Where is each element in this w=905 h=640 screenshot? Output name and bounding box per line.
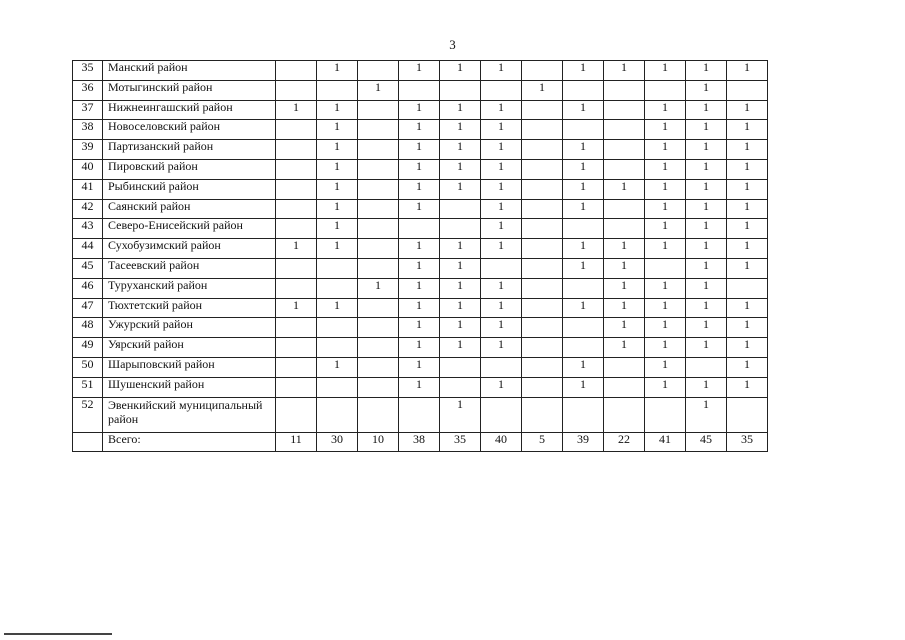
- value-cell: 1: [686, 80, 727, 100]
- total-value: 30: [317, 432, 358, 452]
- district-name: Мотыгинский район: [103, 80, 276, 100]
- value-cell: [563, 278, 604, 298]
- value-cell: [276, 120, 317, 140]
- value-cell: 1: [645, 239, 686, 259]
- total-value: 38: [399, 432, 440, 452]
- value-cell: [563, 397, 604, 432]
- value-cell: 1: [727, 219, 768, 239]
- table-row: [73, 219, 768, 239]
- row-number: 48: [73, 318, 103, 338]
- value-cell: 1: [686, 338, 727, 358]
- value-cell: 1: [727, 377, 768, 397]
- value-cell: 1: [727, 179, 768, 199]
- value-cell: 1: [440, 239, 481, 259]
- value-cell: 1: [563, 61, 604, 81]
- total-value: 35: [440, 432, 481, 452]
- value-cell: 1: [440, 258, 481, 278]
- district-name: Шушенский район: [103, 377, 276, 397]
- value-cell: 1: [563, 298, 604, 318]
- table-row: [73, 338, 768, 358]
- value-cell: [522, 338, 563, 358]
- value-cell: [604, 377, 645, 397]
- value-cell: 1: [604, 278, 645, 298]
- value-cell: [317, 318, 358, 338]
- value-cell: [358, 239, 399, 259]
- table-row: [73, 199, 768, 219]
- value-cell: [522, 318, 563, 338]
- table-row: [73, 140, 768, 160]
- district-name: Пировский район: [103, 159, 276, 179]
- total-value: 10: [358, 432, 399, 452]
- table-row: [73, 179, 768, 199]
- value-cell: 1: [604, 298, 645, 318]
- value-cell: 1: [317, 120, 358, 140]
- value-cell: 1: [686, 298, 727, 318]
- value-cell: [481, 258, 522, 278]
- value-cell: 1: [276, 100, 317, 120]
- row-number: 39: [73, 140, 103, 160]
- value-cell: 1: [440, 100, 481, 120]
- value-cell: [276, 199, 317, 219]
- value-cell: 1: [399, 338, 440, 358]
- value-cell: [604, 219, 645, 239]
- value-cell: 1: [440, 61, 481, 81]
- value-cell: 1: [645, 140, 686, 160]
- district-name: Эвенкийский муниципальный район: [103, 397, 276, 432]
- row-number: 52: [73, 397, 103, 432]
- value-cell: 1: [563, 258, 604, 278]
- value-cell: 1: [317, 298, 358, 318]
- value-cell: [276, 159, 317, 179]
- value-cell: [563, 338, 604, 358]
- value-cell: 1: [440, 179, 481, 199]
- value-cell: 1: [317, 199, 358, 219]
- value-cell: 1: [686, 258, 727, 278]
- value-cell: 1: [440, 338, 481, 358]
- district-name: Северо-Енисейский район: [103, 219, 276, 239]
- value-cell: [276, 357, 317, 377]
- district-name: Шарыповский район: [103, 357, 276, 377]
- value-cell: [604, 100, 645, 120]
- value-cell: 1: [481, 179, 522, 199]
- value-cell: [563, 120, 604, 140]
- value-cell: [522, 159, 563, 179]
- total-value: 40: [481, 432, 522, 452]
- value-cell: [604, 120, 645, 140]
- value-cell: 1: [563, 100, 604, 120]
- value-cell: 1: [686, 120, 727, 140]
- value-cell: 1: [317, 61, 358, 81]
- value-cell: 1: [399, 140, 440, 160]
- value-cell: 1: [645, 159, 686, 179]
- value-cell: 1: [399, 159, 440, 179]
- value-cell: [358, 219, 399, 239]
- district-name: Партизанский район: [103, 140, 276, 160]
- scan-edge-mark: [4, 633, 112, 635]
- value-cell: [358, 179, 399, 199]
- value-cell: [358, 159, 399, 179]
- value-cell: [522, 219, 563, 239]
- value-cell: [276, 140, 317, 160]
- value-cell: 1: [481, 199, 522, 219]
- value-cell: [358, 298, 399, 318]
- value-cell: 1: [645, 61, 686, 81]
- total-value: 22: [604, 432, 645, 452]
- table-row: [73, 61, 768, 81]
- districts-table: [72, 60, 768, 452]
- value-cell: 1: [727, 338, 768, 358]
- value-cell: 1: [645, 100, 686, 120]
- value-cell: [522, 199, 563, 219]
- value-cell: [522, 397, 563, 432]
- value-cell: [522, 140, 563, 160]
- row-number: 38: [73, 120, 103, 140]
- value-cell: 1: [727, 140, 768, 160]
- value-cell: 1: [399, 199, 440, 219]
- value-cell: [727, 397, 768, 432]
- total-value: 45: [686, 432, 727, 452]
- value-cell: 1: [686, 219, 727, 239]
- value-cell: 1: [686, 100, 727, 120]
- row-number: 46: [73, 278, 103, 298]
- value-cell: [399, 397, 440, 432]
- total-value: 11: [276, 432, 317, 452]
- value-cell: 1: [317, 140, 358, 160]
- value-cell: 1: [645, 377, 686, 397]
- value-cell: 1: [399, 258, 440, 278]
- value-cell: [440, 219, 481, 239]
- value-cell: [522, 258, 563, 278]
- total-value: 35: [727, 432, 768, 452]
- value-cell: 1: [399, 239, 440, 259]
- table-row: [73, 159, 768, 179]
- value-cell: 1: [727, 159, 768, 179]
- value-cell: [563, 318, 604, 338]
- table-row: [73, 120, 768, 140]
- value-cell: [563, 80, 604, 100]
- value-cell: [645, 80, 686, 100]
- page-number: 3: [449, 37, 456, 52]
- row-number: 36: [73, 80, 103, 100]
- value-cell: [276, 219, 317, 239]
- value-cell: [563, 219, 604, 239]
- value-cell: 1: [276, 298, 317, 318]
- value-cell: [440, 377, 481, 397]
- value-cell: [358, 100, 399, 120]
- value-cell: [440, 199, 481, 219]
- table-row: [73, 377, 768, 397]
- value-cell: [522, 100, 563, 120]
- value-cell: 1: [686, 397, 727, 432]
- value-cell: 1: [440, 278, 481, 298]
- table-row: [73, 278, 768, 298]
- total-number-cell: [73, 432, 103, 452]
- value-cell: [727, 80, 768, 100]
- value-cell: [276, 338, 317, 358]
- value-cell: 1: [481, 239, 522, 259]
- value-cell: [276, 80, 317, 100]
- value-cell: 1: [481, 298, 522, 318]
- value-cell: 1: [727, 120, 768, 140]
- value-cell: 1: [481, 377, 522, 397]
- value-cell: 1: [440, 159, 481, 179]
- value-cell: [358, 357, 399, 377]
- row-number: 44: [73, 239, 103, 259]
- value-cell: [604, 199, 645, 219]
- value-cell: 1: [563, 159, 604, 179]
- value-cell: [317, 278, 358, 298]
- value-cell: [358, 338, 399, 358]
- value-cell: 1: [440, 140, 481, 160]
- value-cell: [399, 80, 440, 100]
- value-cell: [604, 80, 645, 100]
- row-number: 49: [73, 338, 103, 358]
- total-value: 5: [522, 432, 563, 452]
- district-name: Ужурский район: [103, 318, 276, 338]
- value-cell: 1: [686, 318, 727, 338]
- value-cell: [604, 159, 645, 179]
- value-cell: 1: [727, 318, 768, 338]
- total-label: Всего:: [103, 432, 276, 452]
- value-cell: [276, 278, 317, 298]
- value-cell: 1: [317, 179, 358, 199]
- table-row: [73, 397, 768, 432]
- value-cell: 1: [317, 239, 358, 259]
- value-cell: 1: [563, 239, 604, 259]
- value-cell: [522, 298, 563, 318]
- value-cell: [317, 80, 358, 100]
- value-cell: 1: [563, 377, 604, 397]
- value-cell: 1: [399, 100, 440, 120]
- value-cell: [317, 377, 358, 397]
- value-cell: 1: [399, 377, 440, 397]
- table-row: [73, 318, 768, 338]
- value-cell: 1: [645, 219, 686, 239]
- value-cell: [522, 61, 563, 81]
- value-cell: [522, 278, 563, 298]
- value-cell: [358, 61, 399, 81]
- table-row: [73, 239, 768, 259]
- value-cell: [276, 61, 317, 81]
- value-cell: 1: [645, 278, 686, 298]
- value-cell: [481, 80, 522, 100]
- value-cell: [645, 258, 686, 278]
- value-cell: [645, 397, 686, 432]
- value-cell: 1: [399, 179, 440, 199]
- value-cell: [358, 140, 399, 160]
- value-cell: [522, 239, 563, 259]
- value-cell: 1: [563, 140, 604, 160]
- value-cell: 1: [727, 298, 768, 318]
- value-cell: [276, 318, 317, 338]
- value-cell: 1: [604, 61, 645, 81]
- value-cell: 1: [399, 61, 440, 81]
- value-cell: 1: [358, 80, 399, 100]
- value-cell: 1: [727, 357, 768, 377]
- value-cell: [358, 120, 399, 140]
- value-cell: 1: [317, 100, 358, 120]
- value-cell: [440, 357, 481, 377]
- value-cell: [358, 397, 399, 432]
- value-cell: 1: [604, 338, 645, 358]
- value-cell: [276, 397, 317, 432]
- value-cell: [317, 397, 358, 432]
- district-name: Новоселовский район: [103, 120, 276, 140]
- row-number: 40: [73, 159, 103, 179]
- row-number: 35: [73, 61, 103, 81]
- district-name: Сухобузимский район: [103, 239, 276, 259]
- row-number: 37: [73, 100, 103, 120]
- row-number: 43: [73, 219, 103, 239]
- value-cell: [399, 219, 440, 239]
- value-cell: [276, 377, 317, 397]
- value-cell: 1: [604, 318, 645, 338]
- value-cell: 1: [440, 120, 481, 140]
- value-cell: 1: [727, 61, 768, 81]
- value-cell: 1: [727, 100, 768, 120]
- row-number: 50: [73, 357, 103, 377]
- value-cell: [317, 338, 358, 358]
- value-cell: 1: [645, 179, 686, 199]
- value-cell: 1: [358, 278, 399, 298]
- value-cell: [440, 80, 481, 100]
- value-cell: [358, 377, 399, 397]
- value-cell: [604, 140, 645, 160]
- row-number: 45: [73, 258, 103, 278]
- table-row: [73, 80, 768, 100]
- value-cell: 1: [481, 278, 522, 298]
- value-cell: 1: [317, 159, 358, 179]
- value-cell: [522, 357, 563, 377]
- value-cell: [522, 377, 563, 397]
- district-name: Саянский район: [103, 199, 276, 219]
- value-cell: [481, 397, 522, 432]
- value-cell: [358, 318, 399, 338]
- value-cell: 1: [481, 219, 522, 239]
- value-cell: 1: [686, 239, 727, 259]
- value-cell: 1: [645, 298, 686, 318]
- value-cell: 1: [399, 278, 440, 298]
- table-row: [73, 298, 768, 318]
- total-row: [73, 432, 768, 452]
- value-cell: [604, 357, 645, 377]
- value-cell: 1: [604, 239, 645, 259]
- value-cell: 1: [563, 179, 604, 199]
- total-value: 39: [563, 432, 604, 452]
- value-cell: [358, 199, 399, 219]
- value-cell: 1: [686, 377, 727, 397]
- value-cell: 1: [440, 397, 481, 432]
- district-name: Уярский район: [103, 338, 276, 358]
- value-cell: 1: [727, 258, 768, 278]
- value-cell: [522, 120, 563, 140]
- row-number: 51: [73, 377, 103, 397]
- value-cell: [481, 357, 522, 377]
- value-cell: 1: [727, 199, 768, 219]
- value-cell: 1: [727, 239, 768, 259]
- value-cell: 1: [399, 318, 440, 338]
- value-cell: 1: [399, 357, 440, 377]
- value-cell: [276, 179, 317, 199]
- value-cell: 1: [481, 120, 522, 140]
- value-cell: 1: [645, 338, 686, 358]
- value-cell: 1: [481, 159, 522, 179]
- value-cell: [686, 357, 727, 377]
- value-cell: 1: [440, 318, 481, 338]
- value-cell: [276, 258, 317, 278]
- value-cell: 1: [686, 140, 727, 160]
- district-name: Тасеевский район: [103, 258, 276, 278]
- value-cell: 1: [317, 357, 358, 377]
- district-name: Манский район: [103, 61, 276, 81]
- value-cell: [317, 258, 358, 278]
- total-value: 41: [645, 432, 686, 452]
- district-name: Туруханский район: [103, 278, 276, 298]
- row-number: 47: [73, 298, 103, 318]
- value-cell: [522, 179, 563, 199]
- value-cell: 1: [686, 278, 727, 298]
- row-number: 42: [73, 199, 103, 219]
- value-cell: 1: [522, 80, 563, 100]
- value-cell: 1: [317, 219, 358, 239]
- value-cell: 1: [645, 318, 686, 338]
- value-cell: 1: [276, 239, 317, 259]
- value-cell: 1: [686, 179, 727, 199]
- value-cell: [358, 258, 399, 278]
- value-cell: 1: [645, 357, 686, 377]
- value-cell: 1: [645, 199, 686, 219]
- district-name: Рыбинский район: [103, 179, 276, 199]
- district-name: Нижнеингашский район: [103, 100, 276, 120]
- value-cell: 1: [399, 120, 440, 140]
- value-cell: 1: [399, 298, 440, 318]
- value-cell: 1: [440, 298, 481, 318]
- value-cell: [727, 278, 768, 298]
- value-cell: 1: [563, 199, 604, 219]
- value-cell: 1: [563, 357, 604, 377]
- table-row: [73, 258, 768, 278]
- value-cell: 1: [686, 159, 727, 179]
- value-cell: 1: [481, 140, 522, 160]
- district-name: Тюхтетский район: [103, 298, 276, 318]
- value-cell: 1: [686, 61, 727, 81]
- table-row: [73, 357, 768, 377]
- row-number: 41: [73, 179, 103, 199]
- value-cell: 1: [686, 199, 727, 219]
- value-cell: 1: [604, 258, 645, 278]
- table-body: [73, 61, 768, 452]
- value-cell: 1: [645, 120, 686, 140]
- value-cell: 1: [481, 100, 522, 120]
- table-row: [73, 100, 768, 120]
- value-cell: 1: [481, 318, 522, 338]
- value-cell: 1: [604, 179, 645, 199]
- value-cell: [604, 397, 645, 432]
- value-cell: 1: [481, 61, 522, 81]
- value-cell: 1: [481, 338, 522, 358]
